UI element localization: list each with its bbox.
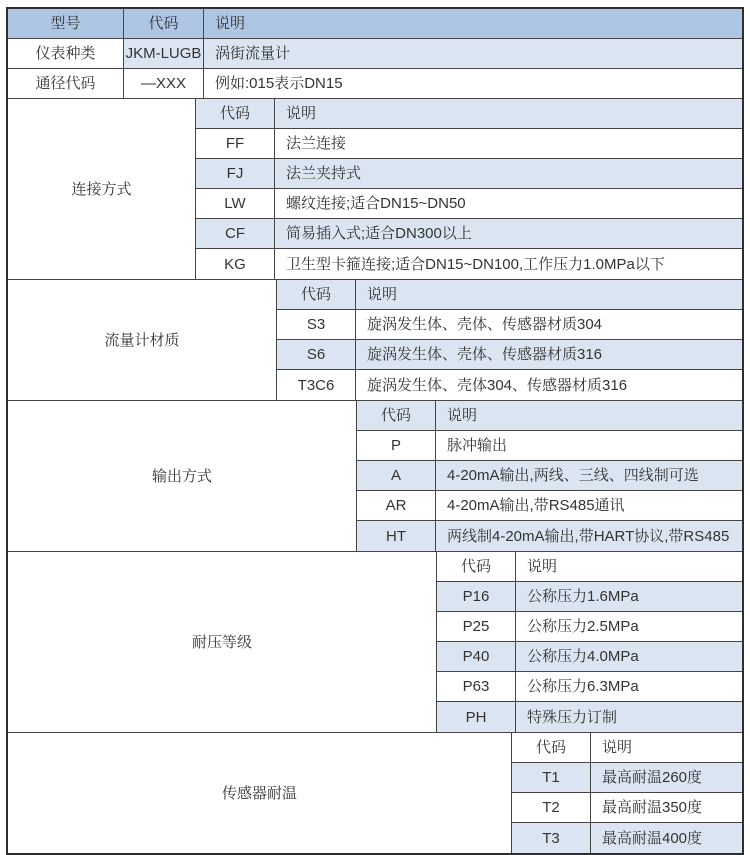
section-connection-type [8,99,742,280]
row-label: 仪表种类 [8,39,124,68]
nested-row [437,582,742,612]
code-cell: T1 [512,763,591,792]
nested-header-row [196,99,742,129]
desc-cell: 公称压力6.3MPa [527,678,639,695]
nested-header-row [357,401,742,431]
nested-row [512,823,742,853]
nested-table [437,552,742,732]
desc-cell: 卫生型卡箍连接;适合DN15~DN100,工作压力1.0MPa以下 [286,255,665,273]
nested-table [196,99,742,279]
section-label: 耐压等级 [8,552,437,732]
nested-row [357,431,742,461]
desc-cell: 涡街流量计 [204,39,742,68]
code-cell: CF [196,219,275,248]
desc-header-cell: 说明 [367,286,398,303]
section-label: 输出方式 [8,401,357,551]
section-label: 传感器耐温 [8,733,512,853]
desc-cell: 最高耐温350度 [602,799,703,816]
code-cell: FF [196,129,275,158]
code-header-cell: 代码 [437,552,516,581]
nested-table [277,280,742,400]
desc-cell: 螺纹连接;适合DN15~DN50 [286,195,466,212]
section-sensor-temperature [8,733,742,853]
section-flowmeter-material [8,280,742,401]
code-cell: HT [357,521,436,551]
nested-table [512,733,742,853]
nested-header-row [512,733,742,763]
code-cell: —XXX [124,69,204,98]
nested-row [512,763,742,793]
spec-table [6,7,744,855]
code-cell: FJ [196,159,275,188]
header-cell-model: 型号 [8,9,124,38]
code-cell: P16 [437,582,516,611]
code-cell: JKM-LUGB [124,39,204,68]
desc-cell: 脉冲输出 [447,437,508,454]
nested-row [437,702,742,732]
desc-header-cell: 说明 [447,407,478,424]
code-cell: AR [357,491,436,520]
row-label: 通径代码 [8,69,124,98]
nested-row [196,189,742,219]
desc-cell: 法兰连接 [286,135,347,152]
desc-cell: 两线制4-20mA输出,带HART协议,带RS485 [447,527,730,545]
header-cell-code: 代码 [124,9,204,38]
code-header-cell: 代码 [357,401,436,430]
table-row-diameter-code [8,69,742,99]
desc-cell: 特殊压力订制 [527,708,618,726]
desc-cell: 旋涡发生体、壳体304、传感器材质316 [367,376,628,394]
nested-row [277,370,742,400]
desc-cell: 4-20mA输出,两线、三线、四线制可选 [447,467,699,484]
table-row-instrument-type [8,39,742,69]
desc-cell: 公称压力1.6MPa [527,588,639,605]
code-cell: S6 [277,340,356,369]
code-cell: S3 [277,310,356,339]
desc-header-cell: 说明 [286,105,317,122]
desc-cell: 最高耐温400度 [602,829,703,847]
nested-table [357,401,742,551]
code-header-cell: 代码 [512,733,591,762]
nested-row [437,642,742,672]
desc-cell: 法兰夹持式 [286,165,362,182]
code-cell: T3 [512,823,591,853]
desc-cell: 简易插入式;适合DN300以上 [286,225,472,242]
section-output-type [8,401,742,552]
code-cell: P40 [437,642,516,671]
section-label: 流量计材质 [8,280,277,400]
code-cell: T2 [512,793,591,822]
desc-header-cell: 说明 [602,739,633,756]
nested-row [196,129,742,159]
nested-row [277,340,742,370]
desc-cell: 例如:015表示DN15 [204,69,742,98]
code-cell: LW [196,189,275,218]
header-cell-desc: 说明 [215,15,246,32]
nested-header-row [437,552,742,582]
code-cell: P [357,431,436,460]
desc-cell: 旋涡发生体、壳体、传感器材质316 [367,346,603,363]
nested-row [437,672,742,702]
code-cell: A [357,461,436,490]
desc-cell: 公称压力2.5MPa [527,618,639,635]
desc-cell: 最高耐温260度 [602,769,703,786]
section-pressure-rating [8,552,742,733]
desc-header-cell: 说明 [527,558,558,575]
code-cell: T3C6 [277,370,356,400]
code-header-cell: 代码 [277,280,356,309]
code-cell: KG [196,249,275,279]
code-header-cell: 代码 [196,99,275,128]
header-row [8,9,742,39]
nested-row [196,249,742,279]
nested-row [196,159,742,189]
code-cell: P25 [437,612,516,641]
code-cell: P63 [437,672,516,701]
nested-row [277,310,742,340]
nested-row [357,521,742,551]
code-cell: PH [437,702,516,732]
nested-row [196,219,742,249]
nested-row [437,612,742,642]
nested-row [357,491,742,521]
nested-row [357,461,742,491]
nested-row [512,793,742,823]
desc-cell: 公称压力4.0MPa [527,648,639,665]
section-label: 连接方式 [8,99,196,279]
desc-cell: 旋涡发生体、壳体、传感器材质304 [367,316,603,333]
nested-header-row [277,280,742,310]
desc-cell: 4-20mA输出,带RS485通讯 [447,497,625,514]
